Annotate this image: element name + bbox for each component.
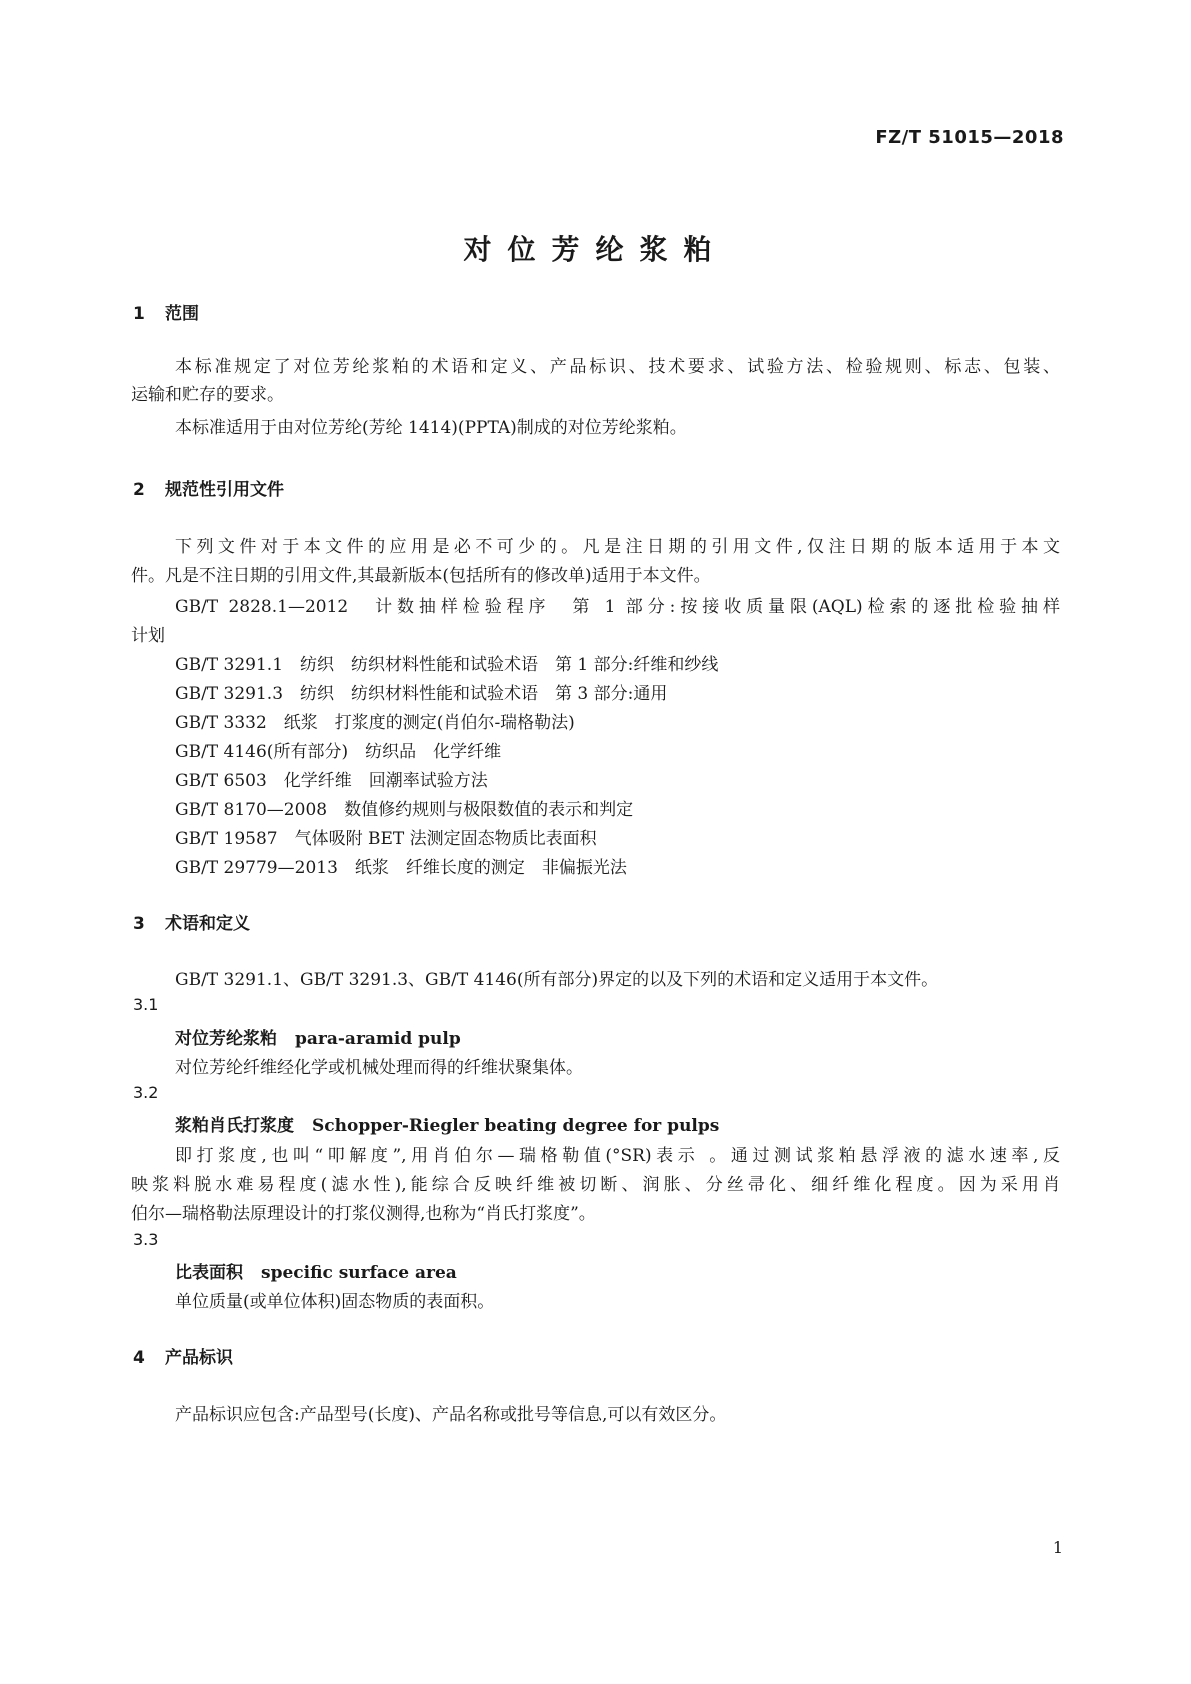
reference-line: GB/T 4146(所有部分) 纺织品 化学纤维 [175, 742, 502, 762]
reference-line: GB/T 29779—2013 纸浆 纤维长度的测定 非偏振光法 [175, 858, 627, 878]
section-title: 术语和定义 [165, 914, 250, 934]
page-number: 1 [1052, 1538, 1063, 1557]
term-definition: 伯尔—瑞格勒法原理设计的打浆仪测得,也称为“肖氏打浆度”。 [131, 1204, 596, 1224]
paragraph-line: 本标准规定了对位芳纶浆粕的术语和定义、产品标识、技术要求、试验方法、检验规则、标志、包装、 [175, 357, 1060, 377]
term-name-en: specific surface area [261, 1263, 457, 1283]
section-heading-scope [133, 299, 199, 324]
term-name-en: para-aramid pulp [295, 1029, 461, 1049]
term-definition: 对位芳纶纤维经化学或机械处理而得的纤维状聚集体。 [175, 1058, 583, 1078]
section-heading-product-identification [133, 1343, 233, 1368]
section-heading-normative-references [133, 475, 284, 500]
paragraph-line: 运输和贮存的要求。 [131, 385, 284, 405]
section-title: 范围 [165, 304, 199, 324]
section-title: 规范性引用文件 [165, 480, 284, 500]
section-number: 4 [133, 1348, 145, 1368]
term-name-zh: 浆粕肖氏打浆度 [175, 1116, 294, 1136]
term-definition: 映浆料脱水难易程度(滤水性),能综合反映纤维被切断、润胀、分丝帚化、细纤维化程度。因为采用肖 [131, 1175, 1060, 1195]
reference-line: GB/T 19587 气体吸附 BET 法测定固态物质比表面积 [175, 829, 597, 849]
reference-line: GB/T 3291.3 纺织 纺织材料性能和试验术语 第 3 部分:通用 [175, 684, 668, 704]
term-name-en: Schopper-Riegler beating degree for pulps [312, 1116, 720, 1136]
term-definition: 即打浆度,也叫“叩解度”,用肖伯尔—瑞格勒值(°SR)表示 。通过测试浆粕悬浮液的滤水速率,反 [175, 1146, 1060, 1166]
standard-code: FZ/T 51015—2018 [875, 127, 1064, 148]
reference-line: GB/T 3291.1 纺织 纺织材料性能和试验术语 第 1 部分:纤维和纱线 [175, 655, 719, 675]
paragraph-line: GB/T 3291.1、GB/T 3291.3、GB/T 4146(所有部分)界定的以及下列的术语和定义适用于本文件。 [175, 970, 939, 990]
term-number: 3.3 [133, 1230, 159, 1249]
section-title: 产品标识 [165, 1348, 233, 1368]
term-name [175, 1024, 461, 1049]
paragraph-line: 本标准适用于由对位芳纶(芳纶 1414)(PPTA)制成的对位芳纶浆粕。 [175, 418, 687, 438]
term-name-zh: 比表面积 [175, 1263, 243, 1283]
reference-line: GB/T 6503 化学纤维 回潮率试验方法 [175, 771, 488, 791]
paragraph-line: 下列文件对于本文件的应用是必不可少的。凡是注日期的引用文件,仅注日期的版本适用于本文 [175, 537, 1060, 557]
reference-line: 计划 [131, 626, 165, 646]
paragraph-line: 件。凡是不注日期的引用文件,其最新版本(包括所有的修改单)适用于本文件。 [131, 566, 711, 586]
reference-line: GB/T 3332 纸浆 打浆度的测定(肖伯尔-瑞格勒法) [175, 713, 575, 733]
term-name [175, 1258, 457, 1283]
term-number: 3.2 [133, 1083, 159, 1102]
section-number: 2 [133, 480, 145, 500]
term-number: 3.1 [133, 995, 159, 1014]
document-title: 对位芳纶浆粕 [463, 233, 728, 266]
term-name-zh: 对位芳纶浆粕 [175, 1029, 277, 1049]
section-heading-terms-definitions [133, 909, 250, 934]
reference-line: GB/T 8170—2008 数值修约规则与极限数值的表示和判定 [175, 800, 634, 820]
reference-line: GB/T 2828.1—2012 计数抽样检验程序 第 1 部分:按接收质量限(AQL)检索的逐批检验抽样 [175, 597, 1060, 617]
term-definition: 单位质量(或单位体积)固态物质的表面积。 [175, 1292, 495, 1312]
term-name [175, 1111, 719, 1136]
section-number: 3 [133, 914, 145, 934]
paragraph-line: 产品标识应包含:产品型号(长度)、产品名称或批号等信息,可以有效区分。 [175, 1405, 727, 1425]
section-number: 1 [133, 304, 145, 324]
